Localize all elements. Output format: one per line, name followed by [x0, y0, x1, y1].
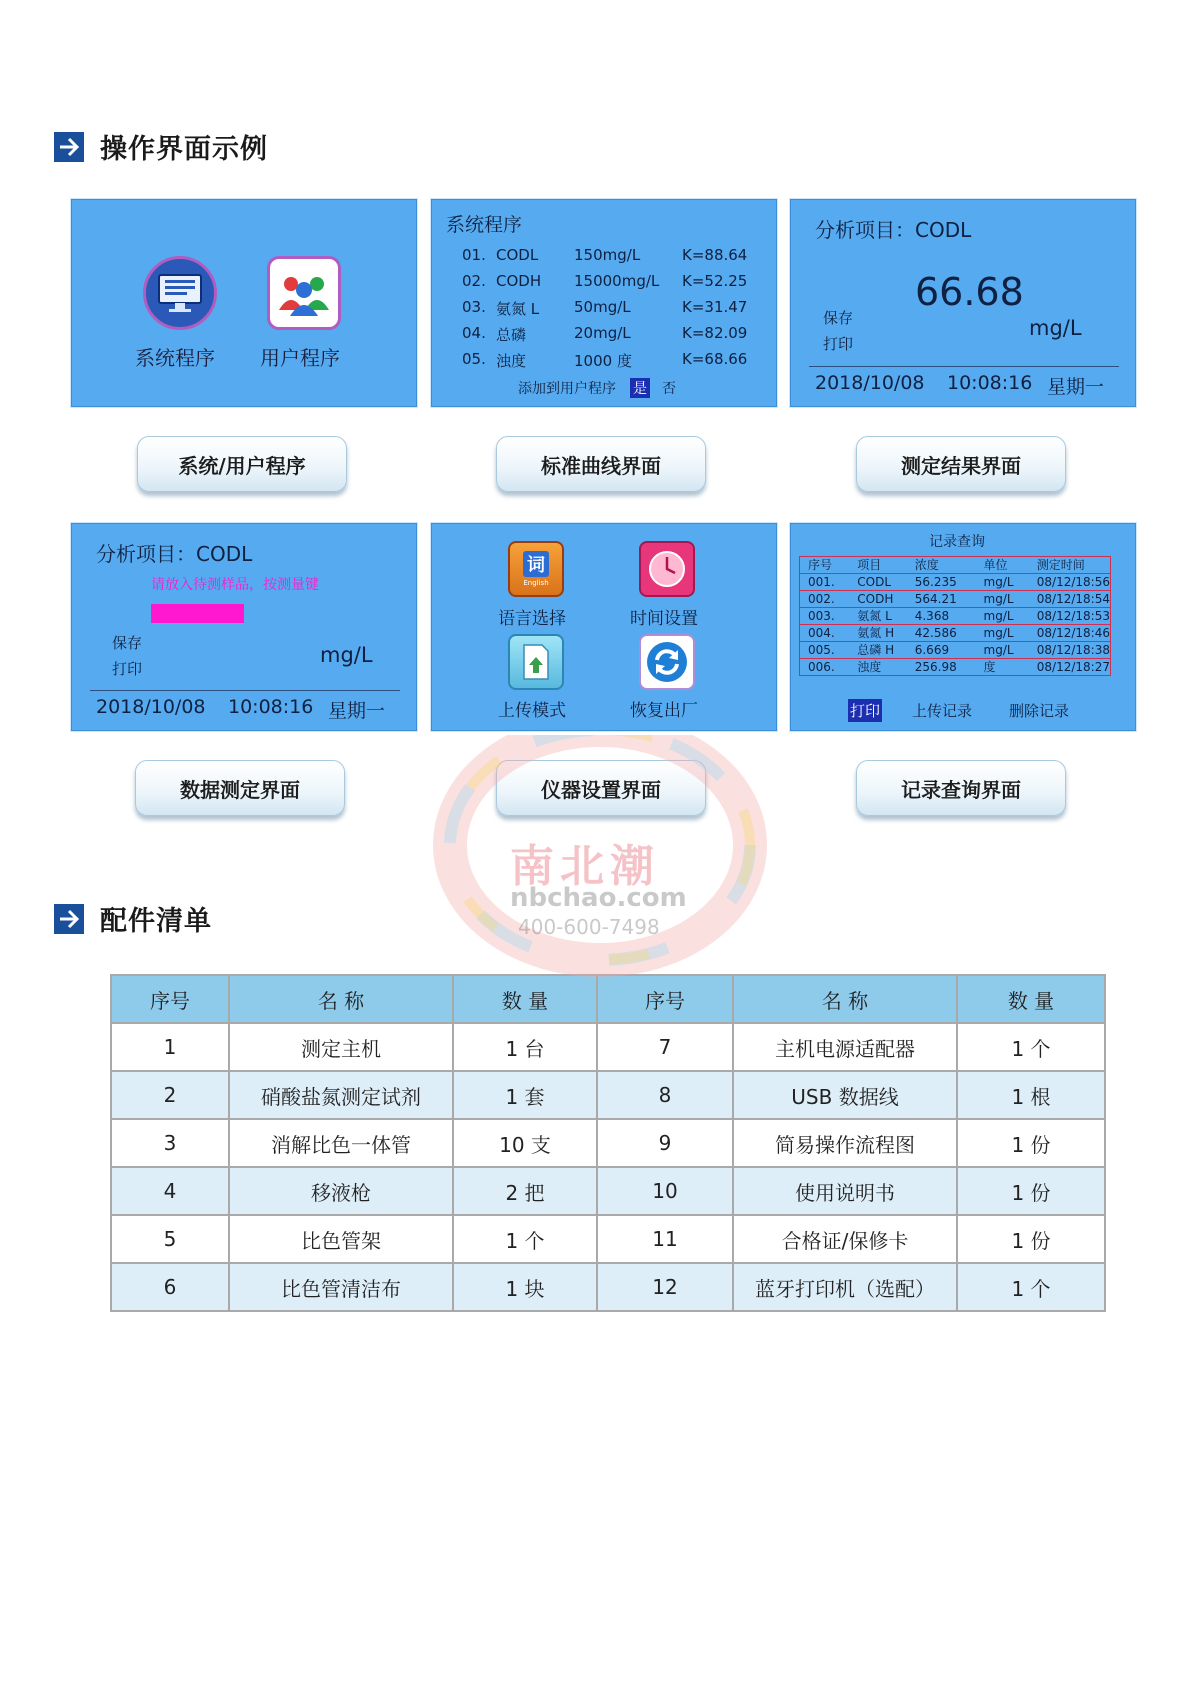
table-row: 1 测定主机 1 台 7 主机电源适配器 1 个 [111, 1023, 1105, 1071]
divider [809, 366, 1119, 367]
watermark-url: nbchao.com [510, 883, 687, 913]
result-value: 66.68 [915, 270, 1024, 314]
panel-standard-curve [431, 199, 777, 407]
analysis-item: 分析项目：CODL [815, 218, 972, 242]
curve-row[interactable]: 03. 氨氮 L 50mg/L K=31.47 [462, 298, 748, 318]
upload-mode-label: 上传模式 [498, 701, 566, 721]
section-title: 操作界面示例 [100, 134, 268, 165]
language-label: 语言选择 [498, 609, 566, 629]
records-table [799, 556, 1111, 676]
result-unit: mg/L [1029, 316, 1082, 340]
curve-row[interactable]: 04. 总磷 20mg/L K=82.09 [462, 324, 748, 344]
save-option[interactable]: 保存 [112, 634, 143, 652]
panel-measure [71, 523, 417, 731]
panel-title: 系统程序 [446, 214, 523, 236]
records-title: 记录查询 [929, 534, 985, 550]
status-weekday: 星期一 [1047, 376, 1105, 398]
refresh-icon[interactable] [639, 634, 695, 690]
table-row: 5 比色管架 1 个 11 合格证/保修卡 1 份 [111, 1215, 1105, 1263]
no-option[interactable]: 否 [662, 381, 676, 397]
system-program-label: 系统程序 [135, 346, 215, 370]
panel-settings [431, 523, 777, 731]
curve-row[interactable]: 01. CODL 150mg/L K=88.64 [462, 246, 748, 264]
panel-system-user [71, 199, 417, 407]
measure-button[interactable]: 数据测定界面 [135, 760, 345, 816]
status-weekday: 星期一 [328, 700, 386, 722]
section-heading-ui-examples [54, 127, 268, 166]
upload-icon[interactable] [508, 634, 564, 690]
section-title: 配件清单 [100, 906, 212, 937]
print-option[interactable]: 打印 [823, 335, 854, 353]
table-header-row: 序号 名 称 数 量 序号 名 称 数 量 [111, 975, 1105, 1023]
arrow-icon [54, 904, 84, 934]
panel-records [790, 523, 1136, 731]
record-row[interactable]: 003. 氨氮 L 4.368 mg/L 08/12/18:53 [800, 608, 1111, 625]
panel-result [790, 199, 1136, 407]
add-to-user-program [518, 378, 676, 398]
accessories-table [110, 974, 1106, 1312]
arrow-icon [54, 132, 84, 162]
table-row: 3 消解比色一体管 10 支 9 简易操作流程图 1 份 [111, 1119, 1105, 1167]
records-button[interactable]: 记录查询界面 [856, 760, 1066, 816]
table-row: 4 移液枪 2 把 10 使用说明书 1 份 [111, 1167, 1105, 1215]
watermark-brand: 南北潮 [510, 841, 660, 892]
section-heading-accessories [54, 899, 212, 938]
measure-prompt: 请放入待测样品，按测量键 [151, 577, 319, 593]
yes-option[interactable]: 是 [630, 378, 650, 398]
record-row[interactable]: 001. CODL 56.235 mg/L 08/12/18:56 [800, 574, 1111, 591]
result-unit: mg/L [320, 643, 373, 667]
add-to-user-label: 添加到用户程序 [518, 381, 616, 397]
save-option[interactable]: 保存 [823, 309, 854, 327]
settings-button[interactable]: 仪器设置界面 [496, 760, 706, 816]
language-icon[interactable]: 词 English [508, 541, 564, 597]
table-row: 2 硝酸盐氮测定试剂 1 套 8 USB 数据线 1 根 [111, 1071, 1105, 1119]
result-button[interactable]: 测定结果界面 [856, 436, 1066, 492]
users-icon[interactable] [267, 256, 341, 330]
status-date: 2018/10/08 [815, 372, 925, 394]
system-user-button[interactable]: 系统/用户程序 [137, 436, 347, 492]
table-row: 6 比色管清洁布 1 块 12 蓝牙打印机（选配） 1 个 [111, 1263, 1105, 1311]
clock-icon[interactable] [639, 541, 695, 597]
record-row[interactable]: 002. CODH 564.21 mg/L 08/12/18:54 [800, 591, 1111, 608]
delete-record-button[interactable]: 删除记录 [1009, 702, 1070, 720]
curve-row[interactable]: 05. 浊度 1000 度 K=68.66 [462, 350, 748, 370]
print-option[interactable]: 打印 [112, 660, 143, 678]
record-row[interactable]: 005. 总磷 H 6.669 mg/L 08/12/18:38 [800, 642, 1111, 659]
curve-row[interactable]: 02. CODH 15000mg/L K=52.25 [462, 272, 748, 290]
user-program-label: 用户程序 [260, 346, 340, 370]
status-time: 10:08:16 [947, 372, 1033, 394]
print-record-button[interactable]: 打印 [848, 699, 882, 722]
status-date: 2018/10/08 [96, 696, 206, 718]
divider [90, 690, 400, 691]
factory-reset-label: 恢复出厂 [630, 701, 698, 721]
records-header-row: 序号 项目 浓度 单位 测定时间 [800, 557, 1111, 574]
status-time: 10:08:16 [228, 696, 314, 718]
monitor-icon[interactable] [143, 256, 217, 330]
measure-progress-bar [151, 604, 244, 623]
standard-curve-button[interactable]: 标准曲线界面 [496, 436, 706, 492]
record-row[interactable]: 006. 浊度 256.98 度 08/12/18:27 [800, 659, 1111, 676]
time-label: 时间设置 [630, 609, 698, 629]
watermark-phone: 400-600-7498 [518, 915, 660, 939]
record-row[interactable]: 004. 氨氮 H 42.586 mg/L 08/12/18:46 [800, 625, 1111, 642]
upload-record-button[interactable]: 上传记录 [912, 702, 973, 720]
analysis-item: 分析项目：CODL [96, 542, 253, 566]
